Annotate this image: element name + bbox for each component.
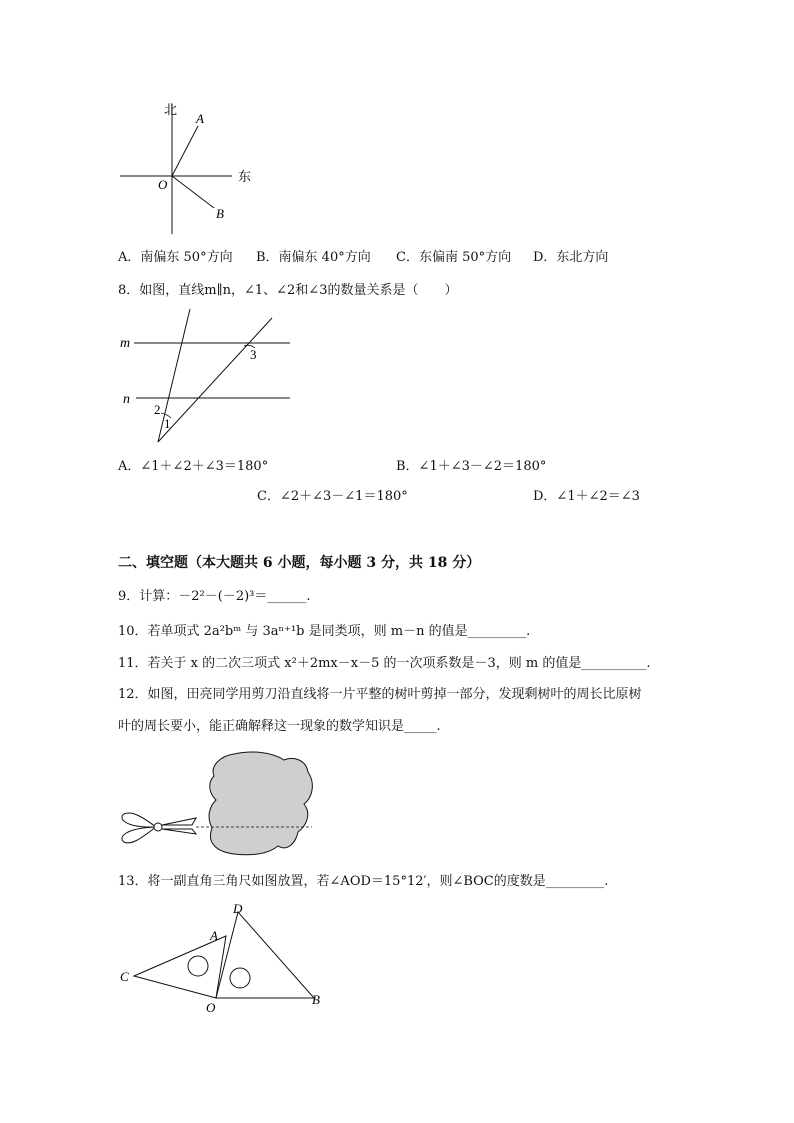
point-a-label: A (196, 111, 204, 126)
triangle-rulers-figure (112, 900, 332, 1020)
angle-2-label: 2 (154, 402, 161, 417)
section-2-title: 二、填空题（本大题共 6 小题，每小题 3 分，共 18 分） (118, 555, 481, 571)
point-b-label: B (312, 992, 320, 1007)
angle-1-label: 1 (164, 416, 171, 431)
line-n-label: n (123, 392, 130, 407)
point-c-label: C (120, 969, 129, 984)
q8-stem: 8．如图，直线m∥n，∠1、∠2和∠3的数量关系是（ ） (118, 283, 458, 298)
q8-option-d: D．∠1＋∠2＝∠3 (533, 489, 640, 504)
compass-figure (110, 96, 270, 241)
line-m-label: m (120, 336, 131, 351)
parallel-lines-figure (112, 306, 302, 451)
leaf-shape (209, 752, 312, 855)
q10-text: 10．若单项式 2a²bᵐ 与 3aⁿ⁺¹b 是同类项，则 m－n 的值是_________. (118, 624, 531, 639)
point-a-label: A (210, 928, 218, 943)
q9-text: 9．计算：－2²－(－2)³＝______. (118, 589, 311, 604)
q13-text: 13．将一副直角三角尺如图放置，若∠AOD＝15°12′，则∠BOC的度数是_________. (118, 874, 609, 889)
q7-option-c: C．东偏南 50°方向 (396, 250, 512, 265)
q7-option-d: D．东北方向 (533, 250, 609, 265)
q11-text: 11．若关于 x 的二次三项式 x²＋2mx－x－5 的一次项系数是－3，则 m 的值是__________. (118, 656, 651, 671)
north-label: 北 (164, 102, 178, 117)
point-d-label: D (233, 901, 243, 916)
scissors-leaf-figure (112, 748, 322, 860)
q12-line-1: 12．如图，田亮同学用剪刀沿直线将一片平整的树叶剪掉一部分，发现剩树叶的周长比原树 (118, 687, 642, 702)
q8-option-b: B．∠1＋∠3－∠2＝180° (396, 459, 547, 474)
q7-option-b: B．南偏东 40°方向 (256, 250, 371, 265)
point-o-label: O (158, 177, 168, 192)
point-b-label: B (216, 206, 224, 221)
q8-option-a: A．∠1＋∠2＋∠3＝180° (118, 459, 269, 474)
east-label: 东 (238, 169, 252, 184)
point-o-label: O (206, 1000, 216, 1015)
q12-line-2: 叶的周长要小，能正确解释这一现象的数学知识是_____. (118, 719, 441, 734)
q8-option-c: C．∠2＋∠3－∠1＝180° (257, 489, 408, 504)
angle-3-label: 3 (250, 347, 257, 362)
q7-option-a: A．南偏东 50°方向 (118, 250, 233, 265)
